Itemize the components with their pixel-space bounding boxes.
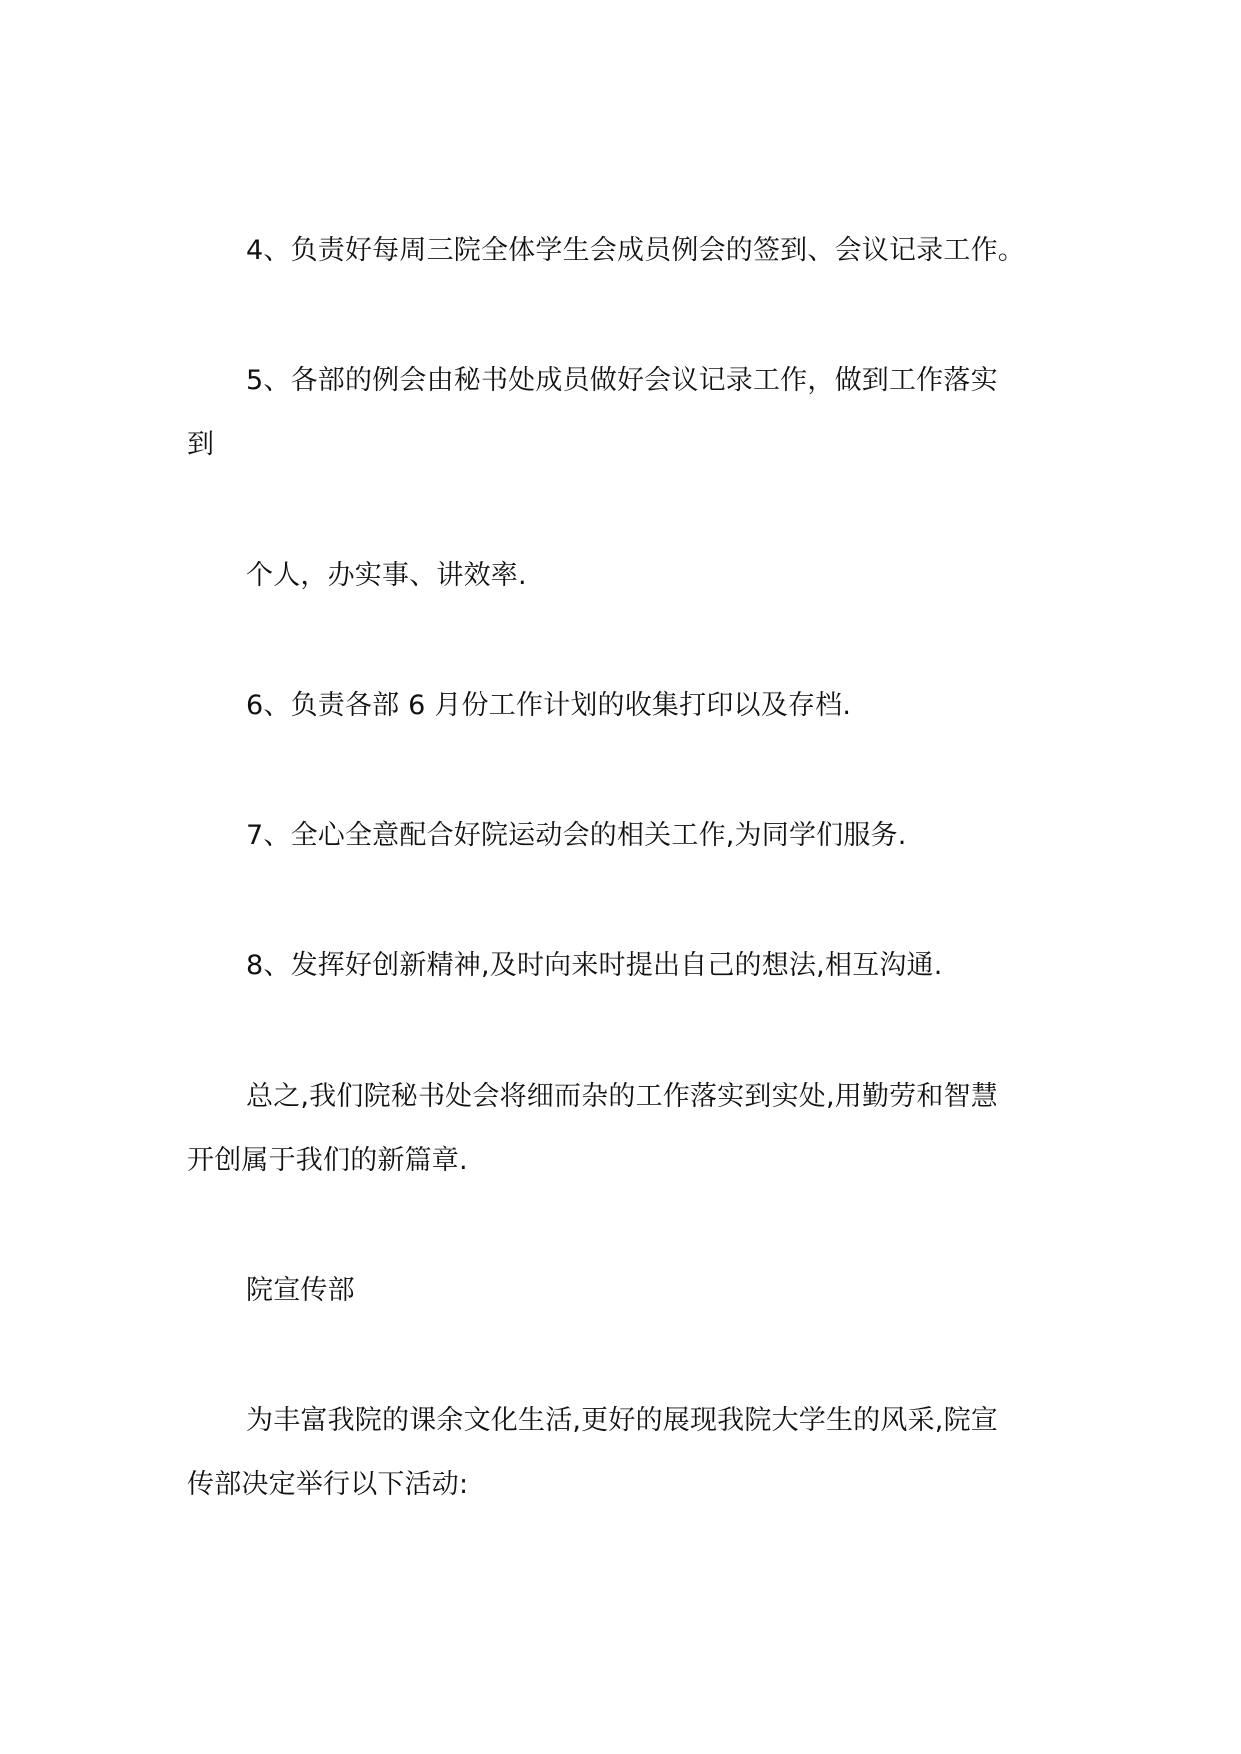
section-intro-line-1: 为丰富我院的课余文化生活,更好的展现我院大学生的风采,院宣: [246, 1405, 998, 1436]
item-6-line: 6、负责各部 6 月份工作计划的收集打印以及存档.: [246, 690, 852, 721]
summary-line-1: 总之,我们院秘书处会将细而杂的工作落实到实处,用勤劳和智慧: [246, 1081, 998, 1112]
item-8-line: 8、发挥好创新精神,及时向来时提出自己的想法,相互沟通.: [246, 950, 943, 981]
summary-line-2: 开创属于我们的新篇章.: [187, 1145, 468, 1176]
item-5-line-2: 到: [187, 429, 215, 460]
item-4-line: 4、负责好每周三院全体学生会成员例会的签到、会议记录工作。: [246, 235, 1025, 266]
item-5-line-1: 5、各部的例会由秘书处成员做好会议记录工作，做到工作落实: [246, 365, 998, 396]
item-7-line: 7、全心全意配合好院运动会的相关工作,为同学们服务.: [246, 820, 907, 851]
item-5-continuation-line: 个人，办实事、讲效率.: [246, 560, 527, 591]
section-heading: 院宣传部: [246, 1275, 355, 1306]
section-intro-line-2: 传部决定举行以下活动:: [187, 1469, 469, 1500]
